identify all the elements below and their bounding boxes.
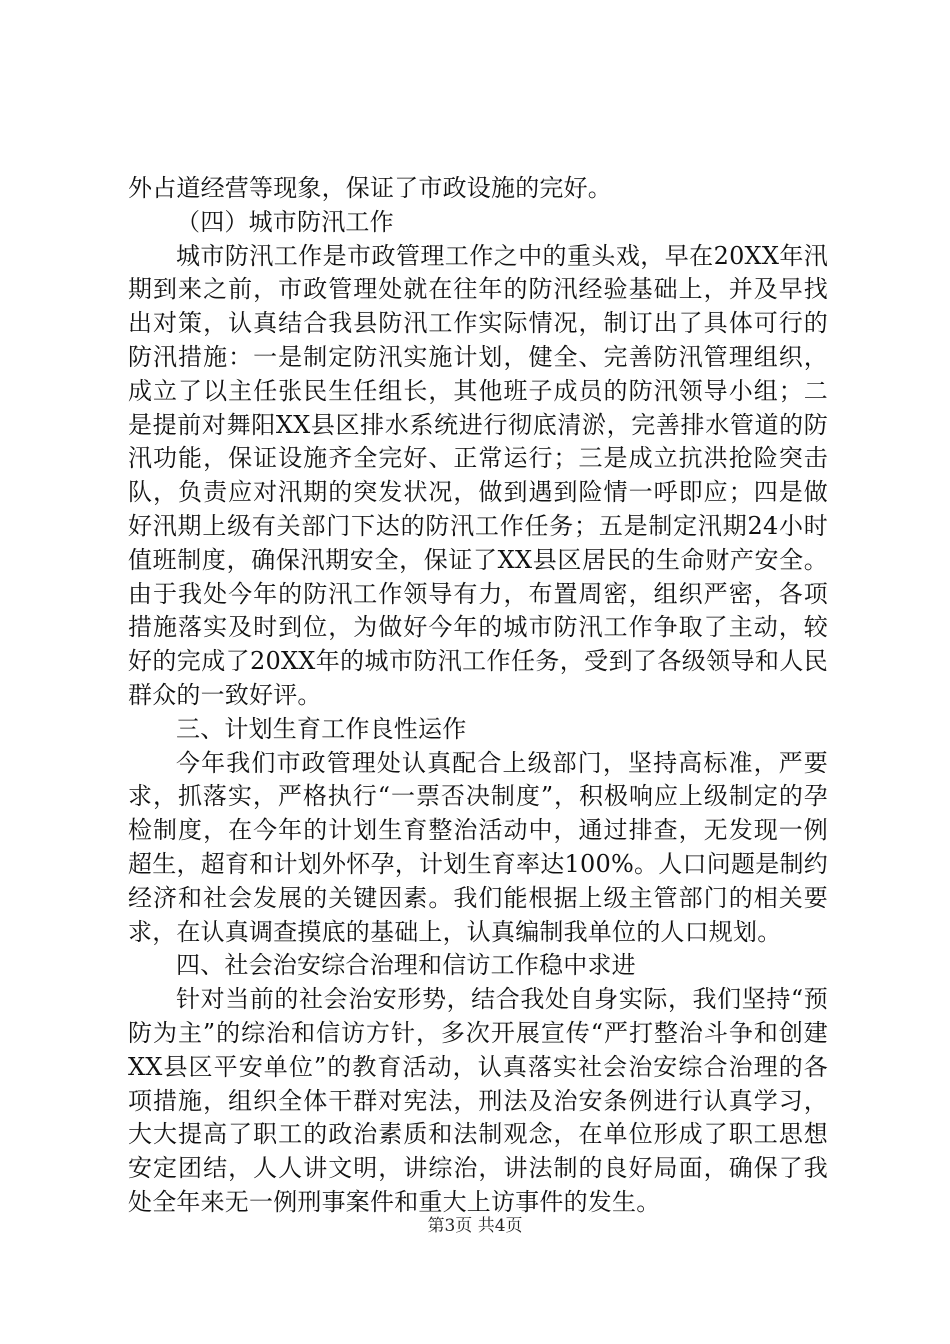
paragraph-public-security: 针对当前的社会治安形势，结合我处自身实际，我们坚持“预防为主”的综治和信访方针，多次开展宣传“严打整治斗争和创建XX县区平安单位”的教育活动，认真落实社会治安综合治理的各项措施，组织全体干群对宪法，刑法及治安条例进行认真学习，大大提高了职工的政治素质和法制观念，在单位形成了职工思想安定团结，人人讲文明，讲综治，讲法制的良好局面，确保了我处全年来无一例刑事案件和重大上访事件的发生。 [128, 985, 828, 1216]
paragraph-flood-control: 城市防汛工作是市政管理工作之中的重头戏，早在20XX年汛期到来之前，市政管理处就在往年的防汛经验基础上，并及早找出对策，认真结合我县防汛工作实际情况，制订出了具体可行的防汛措施：一是制定防汛实施计划，健全、完善防汛管理组织，成立了以主任张民生任组长，其他班子成员的防汛领导小组；二是提前对舞阳XX县区排水系统进行彻底清淤，完善排水管道的防汛功能，保证设施齐全完好、正常运行；三是成立抗洪抢险突击队，负责应对汛期的突发状况，做到遇到险情一呼即应；四是做好汛期上级有关部门下达的防汛工作任务；五是制定汛期24小时值班制度，确保汛期安全，保证了XX县区居民的生命财产安全。由于我处今年的防汛工作领导有力，布置周密，组织严密，各项措施落实及时到位，为做好今年的城市防汛工作争取了主动，较好的完成了20XX年的城市防汛工作任务，受到了各级领导和人民群众的一致好评。 [128, 241, 828, 709]
paragraph-continuation: 外占道经营等现象，保证了市政设施的完好。 [128, 174, 612, 202]
document-body [128, 172, 828, 1220]
page-number-footer: 第3页 共4页 [427, 1216, 523, 1236]
section-heading-flood-control: （四）城市防汛工作 [176, 207, 394, 236]
paragraph-family-planning: 今年我们市政管理处认真配合上级部门，坚持高标准，严要求，抓落实，严格执行“一票否决制度”，积极响应上级制定的孕检制度，在今年的计划生育整治活动中，通过排查，无发现一例超生，超育和计划外怀孕，计划生育率达100%。人口问题是制约经济和社会发展的关键因素。我们能根据上级主管部门的相关要求，在认真调查摸底的基础上，认真编制我单位的人口规划。 [128, 748, 828, 946]
section-heading-public-security: 四、社会治安综合治理和信访工作稳中求进 [176, 951, 636, 980]
section-heading-family-planning: 三、计划生育工作良性运作 [176, 714, 467, 743]
